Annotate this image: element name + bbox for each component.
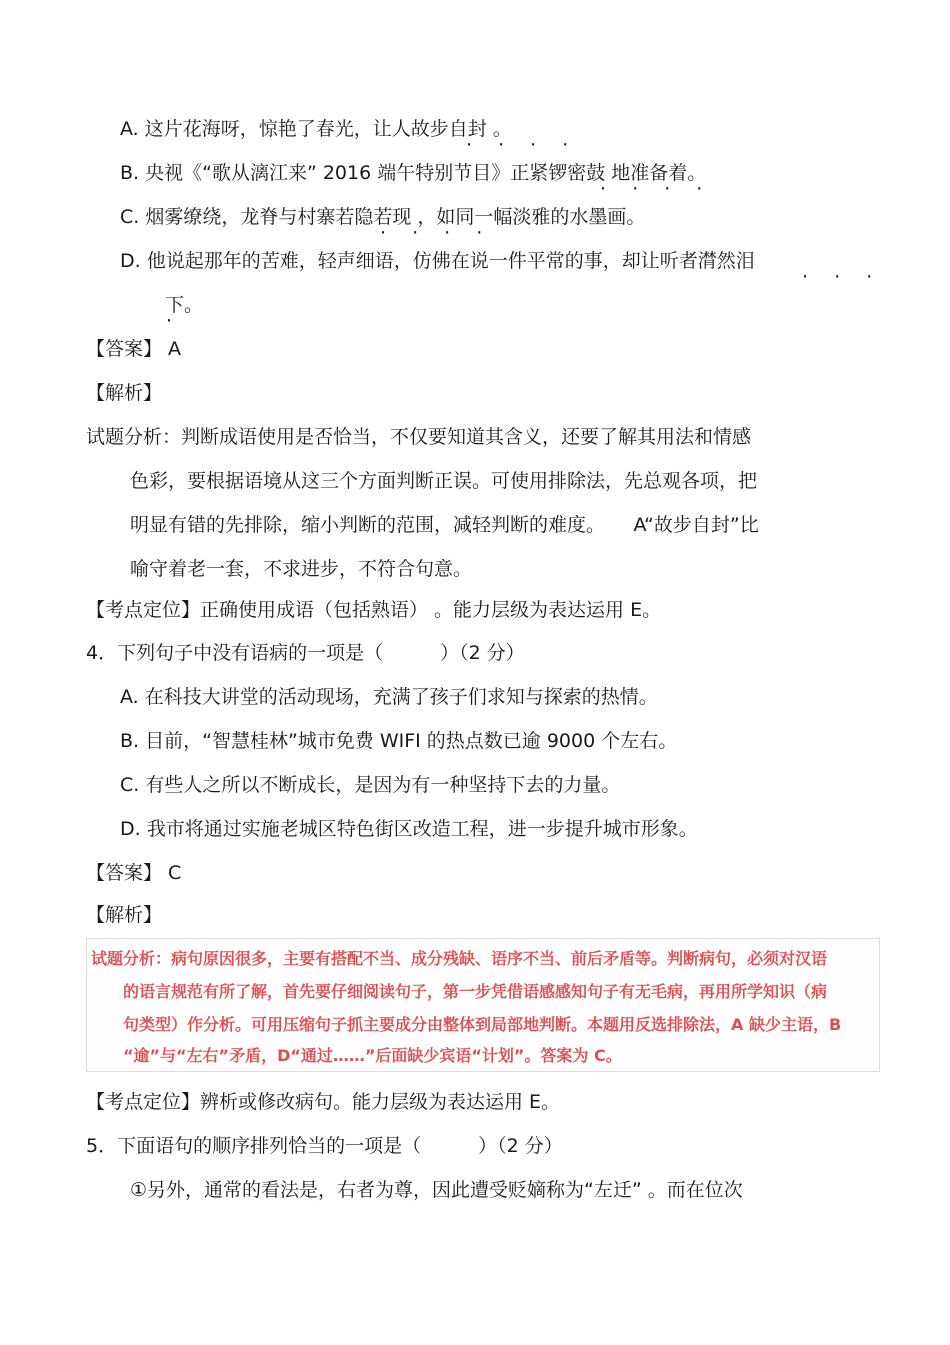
q3-analysis-title: 【解析】	[86, 382, 163, 404]
q4-option-d: D. 我市将通过实施老城区特色街区改造工程，进一步提升城市形象。	[120, 818, 698, 840]
emphasis-dots: ·	[166, 310, 183, 332]
q3-point: 【考点定位】正确使用成语（包括熟语） 。能力层级为表达运用 E。	[86, 599, 662, 621]
emphasis-dots: · · · ·	[600, 178, 713, 200]
q4-option-a: A. 在科技大讲堂的活动现场，充满了孩子们求知与探索的热情。	[120, 686, 658, 708]
emphasis-dots: · · · ·	[380, 222, 493, 244]
emphasis-dots: · · · ·	[466, 134, 579, 156]
q3-analysis-line: 色彩，要根据语境从这三个方面判断正误。可使用排除法，先总观各项，把	[130, 470, 758, 492]
q3-option-d-cont: 下。	[165, 294, 204, 316]
q4-answer: 【答案】 C	[86, 862, 182, 884]
q3-analysis-line: 喻守着老一套，不求进步，不符合句意。	[130, 558, 473, 580]
q4-point: 【考点定位】辨析或修改病句。能力层级为表达运用 E。	[86, 1091, 561, 1113]
q4-analysis-title: 【解析】	[86, 904, 163, 926]
q3-analysis-line: 明显有错的先排除，缩小判断的范围，减轻判断的难度。 A“故步自封”比	[130, 514, 759, 536]
q3-analysis-line: 试题分析：判断成语使用是否恰当，不仅要知道其含义，还要了解其用法和情感	[86, 426, 752, 448]
q3-option-c: C. 烟雾缭绕，龙脊与村寨若隐若现 ，如同一幅淡雅的水墨画。	[120, 206, 646, 228]
q4-option-b: B. 目前，“智慧桂林”城市免费 WIFI 的热点数已逾 9000 个左右。	[120, 730, 678, 752]
q5-question: 5．下面语句的顺序排列恰当的一项是（ ）（2 分）	[86, 1135, 563, 1157]
q4-analysis-line: 句类型）作分析。可用压缩句子抓主要成分由整体到局部地判断。本题用反选排除法，A 缺少主语，B	[123, 1015, 842, 1034]
emphasis-dots: · · ·	[802, 266, 883, 288]
q4-analysis-line: 的语言规范有所了解，首先要仔细阅读句子，第一步凭借语感感知句子有无毛病，再用所学知识（病	[123, 982, 828, 1001]
q4-question: 4．下列句子中没有语病的一项是（ ）（2 分）	[86, 642, 525, 664]
q3-answer: 【答案】 A	[86, 338, 182, 360]
q4-analysis-line: 试题分析：病句原因很多，主要有搭配不当、成分残缺、语序不当、前后矛盾等。判断病句，必须对汉语	[91, 949, 828, 968]
q4-analysis-image	[86, 938, 880, 1072]
q4-analysis-line: “逾”与“左右”矛盾，D“通过……”后面缺少宾语“计划”。答案为 C。	[123, 1046, 622, 1065]
q5-line: ①另外，通常的看法是，右者为尊，因此遭受贬嫡称为“左迁” 。而在位次	[130, 1179, 743, 1201]
q3-option-b: B. 央视《“歌从漓江来” 2016 端午特别节目》正紧锣密鼓 地准备着。	[120, 162, 707, 184]
q3-option-d: D. 他说起那年的苦难，轻声细语，仿佛在说一件平常的事，却让听者潸然泪	[120, 250, 755, 272]
q4-option-c: C. 有些人之所以不断成长，是因为有一种坚持下去的力量。	[120, 774, 621, 796]
q3-option-a: A. 这片花海呀，惊艳了春光，让人故步自封 。	[120, 118, 512, 140]
